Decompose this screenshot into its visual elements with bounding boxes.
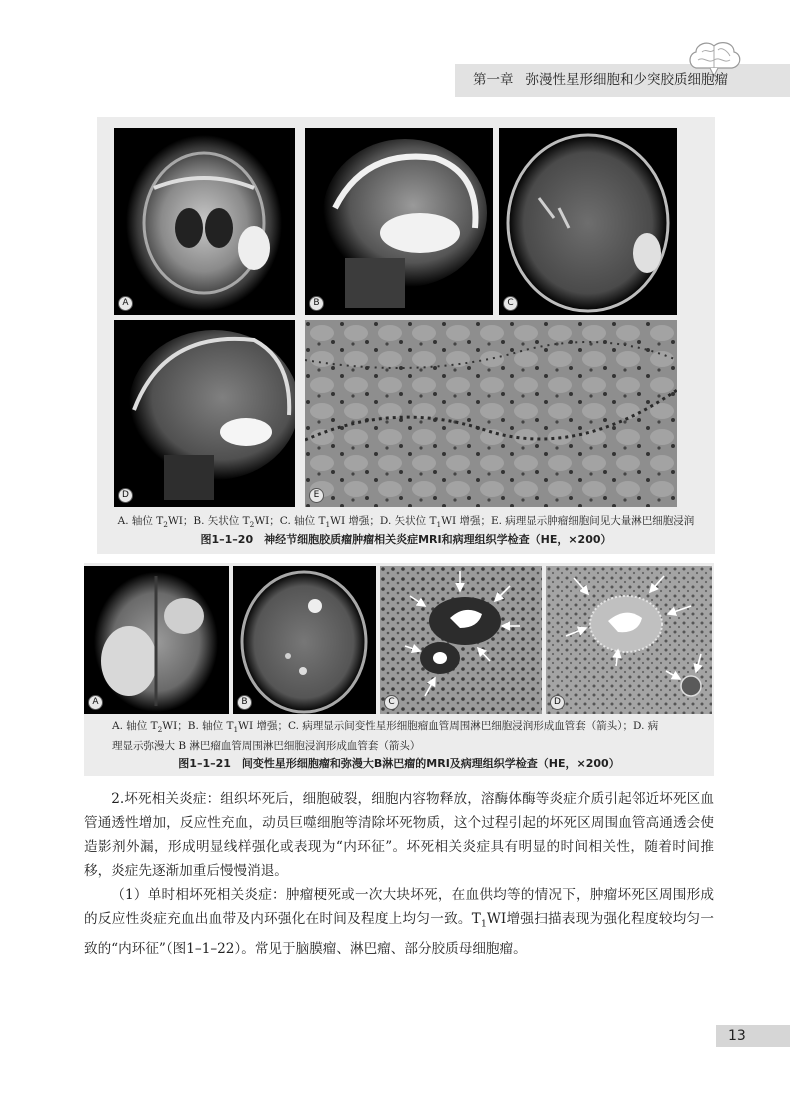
mri-panel-c — [499, 128, 677, 315]
panel-label-d: D — [550, 695, 565, 710]
histology-panel-e — [305, 320, 677, 507]
paragraph-necrosis-inflammation: 2.坏死相关炎症：组织坏死后，细胞破裂，细胞内容物释放，溶酶体酶等炎症介质引起邻近坏死区血管通透性增加，反应性充血，动员巨噬细胞等清除坏死物质，这个过程引起的坏死区周围血管高通透会使造影剂外漏，形成明显线样强化或表现为“内环征”。坏死相关炎症具有明显的时间相关性，随着时间推移，炎症先逐渐加重后慢慢消退。 — [84, 791, 714, 879]
figure-1-1-21 — [84, 563, 714, 776]
running-header — [473, 64, 728, 97]
figure-1-1-20-legend: A. 轴位 $T_2WI$；B. 矢状位 $T_2WI$；C. 轴位 $T_1WI$ 增强；D. 矢状位 $T_1WI$ 增强；E. 病理显示肿瘤细胞间见大量淋巴细胞浸润 — [117, 515, 695, 530]
histology-panel-d — [546, 566, 712, 714]
figure-1-1-21-title: 图1–1–21 间变性星形细胞瘤和弥漫大B淋巴瘤的MRI及病理组织学检查（HE，×200） — [178, 757, 620, 770]
panel-label-c: C — [503, 296, 518, 311]
panel-label-e: E — [309, 488, 324, 503]
panel-label-a: A — [88, 695, 103, 710]
mri-panel-a — [84, 566, 229, 714]
mri-panel-a — [114, 128, 295, 315]
chapter-number: 第一章 — [473, 72, 514, 88]
paragraph-single-phase-necrosis: （1）单时相坏死相关炎症：肿瘤梗死或一次大块坏死，在血供均等的情况下，肿瘤坏死区周围形成的反应性炎症充血出血带及内环强化在时间及程度上均匀一致。$T_1WI$增强扫描表现为强化程度较均匀一致的“内环征”（图1–1–22）。常见于脑膜瘤、淋巴瘤、部分胶质母细胞瘤。 — [84, 887, 714, 957]
figure-1-1-20 — [97, 117, 715, 554]
figure-1-1-21-legend: A. 轴位 $T_2WI$；B. 轴位 $T_1WI$ 增强；C. 病理显示间变性星形细胞瘤血管周围淋巴细胞浸润形成血管套（箭头）；D. 病 理显示弥漫大 B 淋巴瘤血管周围淋巴细胞浸润形成血管套（箭头） — [112, 720, 659, 753]
mri-panel-b — [305, 128, 493, 315]
panel-label-a: A — [118, 296, 133, 311]
panel-label-c: C — [384, 695, 399, 710]
panel-label-b: B — [237, 695, 252, 710]
chapter-title: 弥漫性星形细胞和少突胶质细胞瘤 — [525, 72, 728, 88]
panel-label-d: D — [118, 488, 133, 503]
histology-panel-c — [380, 566, 542, 714]
mri-panel-d — [114, 320, 295, 507]
mri-panel-b — [233, 566, 376, 714]
figure-1-1-20-title: 图1–1–20 神经节细胞胶质瘤肿瘤相关炎症MRI和病理组织学检查（HE，×200） — [200, 533, 612, 546]
panel-label-b: B — [309, 296, 324, 311]
page-number: 13 — [728, 1028, 746, 1044]
